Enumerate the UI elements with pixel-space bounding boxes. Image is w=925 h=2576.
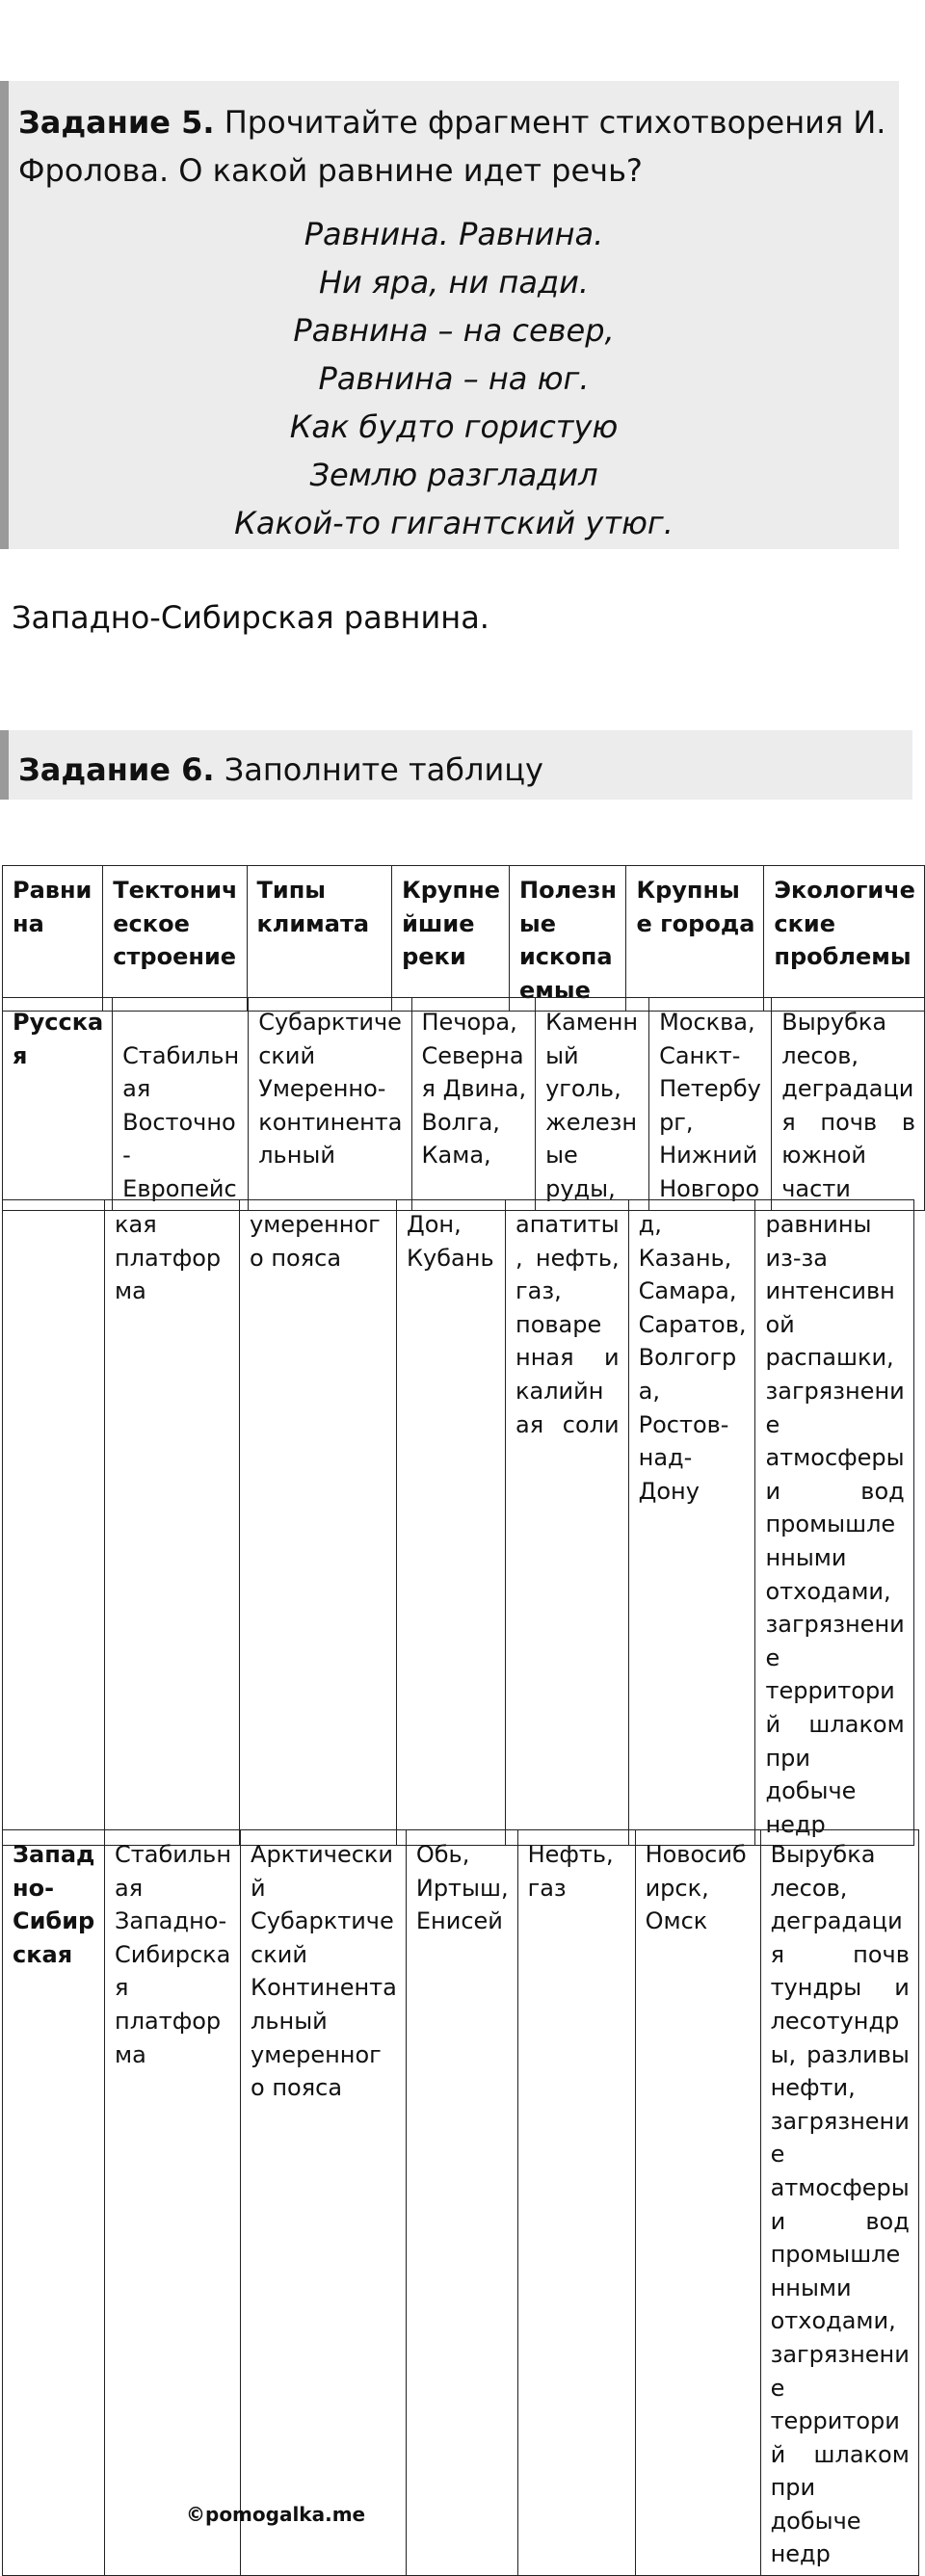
cell-minerals: [506, 1200, 629, 1846]
cell-line: Северна: [421, 1041, 524, 1069]
cell-line: Москва,: [659, 1009, 755, 1036]
cell-line: нными: [770, 2274, 852, 2301]
cell-line: я: [115, 1974, 129, 2002]
table-row-russian-continued: [2, 1199, 914, 1846]
cell-line: Русска: [13, 1009, 104, 1036]
cell-line: строение: [113, 943, 237, 971]
cell-line: Вырубка: [770, 1841, 876, 1868]
cell-line: Дон,: [407, 1211, 462, 1238]
cell-line: Субарктиче: [258, 1009, 402, 1036]
cell-line: и вод: [770, 2207, 910, 2235]
cell-line: льный: [251, 2007, 328, 2035]
cell-line: ископа: [518, 943, 613, 971]
cell-minerals: [509, 866, 626, 1012]
cell-line: льный: [258, 1142, 335, 1170]
cell-climate: [249, 998, 411, 1211]
cell-cities: [635, 1830, 760, 2576]
cell-line: Нефть,: [527, 1841, 614, 1868]
cell-line: лесотундр: [770, 2007, 900, 2035]
cell-line: атмосферы: [770, 2173, 910, 2201]
cell-line: реки: [402, 943, 466, 971]
cell-line: й шлаком: [770, 2440, 910, 2468]
cell-line: й шлаком: [765, 1710, 905, 1738]
cell-plain: [3, 866, 103, 1012]
cell-line: я почв в: [781, 1108, 915, 1136]
cell-rivers: [392, 866, 510, 1012]
cell-ecology: [755, 1200, 913, 1846]
task6-label: Задание 6.: [18, 751, 215, 788]
cell-line: й: [251, 1874, 266, 1902]
cell-line: умеренног: [250, 1211, 381, 1238]
cell-line: Арктически: [251, 1841, 393, 1868]
cell-line: ой: [765, 1310, 795, 1338]
cell-cities: [626, 866, 764, 1012]
cell-tectonics: [105, 1200, 240, 1846]
cell-line: Дону: [638, 1477, 700, 1505]
poem-line: Равнина. Равнина.: [304, 216, 604, 252]
task6-text: Заполните таблицу: [224, 751, 543, 788]
cell-line: континента: [258, 1108, 403, 1136]
cell-line: лесов,: [781, 1041, 859, 1069]
watermark: ©pomogalka.me: [186, 2503, 366, 2526]
cell-line: на: [13, 909, 44, 937]
table-row-west-siberian: [2, 1829, 919, 2576]
cell-line: промышле: [765, 1511, 896, 1538]
cell-line: нными: [765, 1543, 847, 1571]
cell-line: я: [13, 1041, 28, 1069]
cell-line: Полезн: [518, 877, 617, 904]
cell-line: ский: [251, 1940, 307, 1968]
poem-line: Ни яра, ни пади.: [318, 264, 590, 301]
poem-line: Равнина – на юг.: [318, 360, 590, 397]
cell-line: Волга,: [421, 1108, 500, 1136]
cell-line: Стабильн: [122, 1041, 240, 1069]
cell-line: отходами,: [770, 2307, 896, 2335]
task5-box: [0, 81, 899, 549]
cell-line: Омск: [645, 1907, 708, 1935]
cell-line: Континента: [251, 1974, 397, 2002]
cell-line: рг,: [659, 1108, 694, 1136]
cell-line: отходами,: [765, 1577, 891, 1605]
cell-line: Европейс: [122, 1174, 237, 1202]
cell-line: загрязнени: [765, 1377, 905, 1405]
cell-line: Крупны: [636, 877, 740, 904]
cell-line: Каменн: [545, 1009, 639, 1036]
cell-line: поваре: [515, 1310, 602, 1338]
cell-line: железн: [545, 1108, 638, 1136]
poem-line: Какой-то гигантский утюг.: [234, 505, 674, 541]
cell-line: платфор: [115, 1244, 222, 1272]
poem-line: Как будто гористую: [289, 408, 619, 445]
cell-line: Экологиче: [774, 877, 915, 904]
cell-line: добыче: [765, 1777, 857, 1805]
cell-line: загрязнени: [770, 2107, 910, 2135]
cell-line: деградаци: [781, 1075, 914, 1103]
cell-line: тундры и: [770, 1974, 910, 2002]
cell-line: Казань,: [638, 1244, 732, 1272]
cell-plain: [3, 998, 113, 1211]
cell-line: о пояса: [250, 1244, 342, 1272]
cell-line: газ,: [515, 1277, 562, 1305]
cell-line: добыче: [770, 2507, 861, 2535]
cell-line: о пояса: [251, 2074, 343, 2102]
task5-heading: [18, 98, 889, 195]
cell-line: над-: [638, 1444, 693, 1472]
cell-ecology: [760, 1830, 918, 2576]
cell-line: при: [770, 2474, 816, 2502]
task6-heading: [18, 746, 903, 794]
cell-line: е: [770, 2141, 785, 2169]
cell-line: Новосиб: [645, 1841, 747, 1868]
cell-line: но-: [13, 1874, 55, 1902]
cell-line: климата: [256, 909, 370, 937]
cell-minerals: [536, 998, 649, 1211]
cell-tectonics: [113, 998, 249, 1211]
cell-line: платфор: [115, 2007, 222, 2035]
cell-line: Сибирска: [115, 1940, 231, 1968]
cell-line: Западно-: [115, 1907, 227, 1935]
cell-line: уголь,: [545, 1075, 621, 1103]
task5-text-line2: Фролова. О какой равнине идет речь?: [18, 152, 643, 189]
cell-line: проблемы: [774, 943, 912, 971]
cell-line: Тектонич: [113, 877, 238, 904]
cell-line: равнины: [765, 1211, 872, 1238]
cell-line: ирск,: [645, 1874, 709, 1902]
cell-line: Енисей: [415, 1907, 503, 1935]
cell-line: ы, разливы: [770, 2040, 910, 2068]
cell-line: ые: [545, 1142, 578, 1170]
cell-line: йшие: [402, 909, 475, 937]
cell-line: загрязнени: [770, 2340, 910, 2368]
poem-line: Землю разгладил: [309, 457, 598, 493]
cell-line: нная и: [515, 1344, 620, 1372]
cell-line: Иртыш,: [415, 1874, 509, 1902]
cell-line: умеренног: [251, 2040, 382, 2068]
cell-line: Восточно: [122, 1108, 236, 1136]
task6-box: [0, 730, 912, 800]
cell-line: ые: [518, 909, 556, 937]
cell-line: Самара,: [638, 1277, 737, 1305]
cell-line: ские: [774, 909, 835, 937]
cell-line: калийн: [515, 1377, 604, 1405]
cell-minerals: [517, 1830, 635, 2576]
cell-line: Умеренно-: [258, 1075, 386, 1103]
cell-line: Крупне: [402, 877, 500, 904]
cell-line: загрязнени: [765, 1611, 905, 1639]
cell-cities: [649, 998, 772, 1211]
cell-line: руды,: [545, 1174, 616, 1202]
cell-line: Нижний: [659, 1142, 758, 1170]
task5-text-line1: Прочитайте фрагмент стихотворения И.: [224, 104, 886, 141]
cell-line: атмосферы: [765, 1444, 905, 1472]
cell-line: еское: [113, 909, 190, 937]
cell-line: е города: [636, 909, 755, 937]
cell-line: Типы: [256, 877, 326, 904]
cell-line: и вод: [765, 1477, 905, 1505]
cell-tectonics: [105, 1830, 241, 2576]
cell-line: [122, 1006, 239, 1039]
cell-line: , нефть,: [515, 1244, 620, 1272]
task5-label: Задание 5.: [18, 104, 215, 141]
cell-line: ая: [122, 1075, 151, 1103]
cell-line: е: [765, 1643, 780, 1671]
cell-line: части: [781, 1174, 851, 1202]
cell-line: ма: [115, 2040, 146, 2068]
cell-line: ый: [545, 1041, 579, 1069]
cell-line: из-за: [765, 1244, 828, 1272]
cell-line: газ: [527, 1874, 567, 1902]
cell-climate: [241, 1830, 407, 2576]
cell-line: я почв: [770, 1940, 910, 1968]
cell-ecology: [764, 866, 925, 1012]
cell-plain: [3, 1830, 105, 2576]
cell-line: я Двина,: [421, 1075, 527, 1103]
cell-line: недр: [770, 2540, 831, 2568]
cell-cities: [628, 1200, 755, 1846]
cell-rivers: [397, 1200, 506, 1846]
cell-line: Петербу: [659, 1075, 761, 1103]
cell-line: е: [770, 2374, 785, 2402]
cell-line: при: [765, 1744, 810, 1772]
cell-line: ма: [115, 1277, 146, 1305]
cell-line: лесов,: [770, 1874, 848, 1902]
cell-line: распашки,: [765, 1344, 894, 1372]
cell-line: Санкт-: [659, 1041, 741, 1069]
cell-line: территори: [770, 2407, 900, 2435]
table-header: [2, 865, 925, 1012]
cell-ecology: [772, 998, 925, 1211]
cell-rivers: [411, 998, 536, 1211]
cell-line: территори: [765, 1677, 895, 1705]
task5-answer: Западно-Сибирская равнина.: [12, 599, 489, 636]
cell-line: Кубань: [407, 1244, 494, 1272]
cell-line: Печора,: [421, 1009, 517, 1036]
cell-tectonics: [103, 866, 247, 1012]
cell-line: Равни: [13, 877, 92, 904]
cell-line: Вырубка: [781, 1009, 887, 1036]
cell-line: апатиты: [515, 1211, 620, 1238]
poem-line: Равнина – на север,: [293, 312, 615, 349]
cell-line: Сибир: [13, 1907, 95, 1935]
cell-line: емые: [518, 976, 591, 1004]
cell-line: Субарктиче: [251, 1907, 394, 1935]
cell-line: -: [122, 1142, 131, 1170]
cell-line: Новгоро: [659, 1174, 760, 1202]
cell-climate: [240, 1200, 397, 1846]
cell-line: ский: [258, 1041, 316, 1069]
cell-line: нефти,: [770, 2074, 856, 2102]
cell-line: деградаци: [770, 1907, 903, 1935]
cell-line: Волгогр: [638, 1344, 737, 1372]
cell-line: Саратов,: [638, 1310, 747, 1338]
poem: [18, 210, 889, 547]
cell-line: а,: [638, 1377, 660, 1405]
cell-line: интенсивн: [765, 1277, 895, 1305]
cell-line: промышле: [770, 2241, 901, 2269]
cell-line: недр: [765, 1810, 826, 1838]
cell-line: е: [765, 1410, 780, 1438]
cell-line: Обь,: [415, 1841, 470, 1868]
cell-line: д,: [638, 1211, 662, 1238]
cell-line: Запад: [13, 1841, 95, 1868]
cell-line: ая соли: [515, 1410, 620, 1438]
cell-plain: [3, 1200, 105, 1846]
cell-line: южной: [781, 1142, 867, 1170]
cell-line: ая: [115, 1874, 144, 1902]
cell-line: ская: [13, 1940, 73, 1968]
cell-line: кая: [115, 1211, 157, 1238]
cell-line: Стабильн: [115, 1841, 232, 1868]
cell-rivers: [406, 1830, 517, 2576]
cell-climate: [247, 866, 392, 1012]
cell-line: Кама,: [421, 1142, 491, 1170]
table-row-russian: [2, 997, 925, 1211]
cell-line: Ростов-: [638, 1410, 729, 1438]
